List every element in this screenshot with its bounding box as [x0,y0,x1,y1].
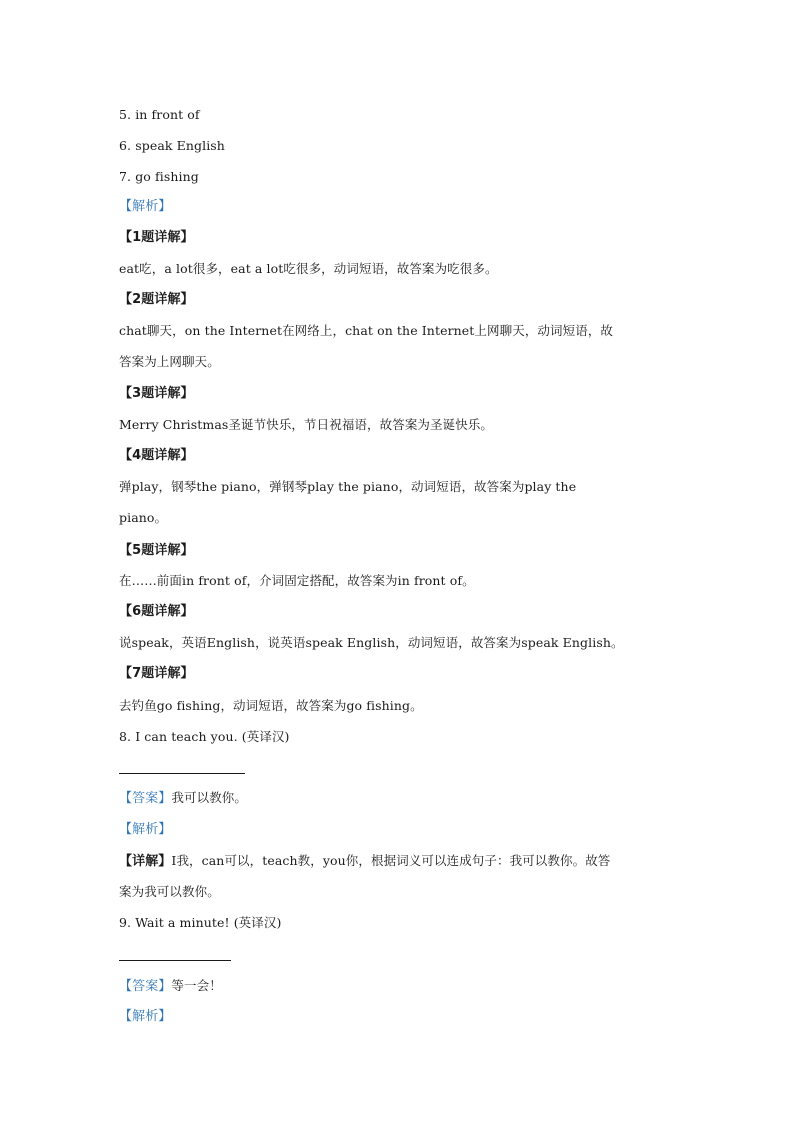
analysis-heading-8: 【解析】 [119,822,172,837]
detail-row-8-cont: 案为我可以教你。 [119,884,220,899]
detail-heading-5: 【5题详解】 [119,543,194,558]
analysis-heading-9: 【解析】 [119,1009,172,1024]
answer-row-9 [119,978,222,995]
detail-heading-6: 【6题详解】 [119,604,194,619]
detail-heading-3: 【3题详解】 [119,386,194,401]
detail-heading-1: 【1题详解】 [119,230,194,245]
detail-text-3: Merry Christmas圣诞节快乐，节日祝福语，故答案为圣诞快乐。 [119,417,494,432]
detail-tag: 【详解】 [119,854,172,869]
answer-tag: 【答案】 [119,979,172,994]
detail-heading-2: 【2题详解】 [119,292,194,307]
answer-row-8 [119,790,247,807]
question-8: 8. I can teach you. (英译汉) [119,729,290,744]
answer-text: 我可以教你。 [171,790,248,805]
detail-heading-4: 【4题详解】 [119,448,194,463]
detail-heading-7: 【7题详解】 [119,666,194,681]
detail-text-1: eat吃，a lot很多，eat a lot吃很多，动词短语，故答案为吃很多。 [119,261,498,276]
answer-tag: 【答案】 [119,791,172,806]
detail-text: I我，can可以，teach教，you你，根据词义可以连成句子：我可以教你。故答 [171,853,611,868]
answer-blank-9 [119,960,231,961]
detail-text-4-cont: piano。 [119,510,168,525]
detail-text-2-cont: 答案为上网聊天。 [119,354,220,369]
answer-text: 等一会！ [171,978,222,993]
answer-item-6: 6. speak English [119,138,225,153]
answer-item-7: 7. go fishing [119,169,199,184]
detail-text-6: 说speak，英语English，说英语speak English，动词短语，故答案为speak English。 [119,635,624,650]
detail-text-2: chat聊天，on the Internet在网络上，chat on the Internet上网聊天，动词短语，故 [119,323,614,338]
detail-row-8 [119,853,610,870]
answer-blank-8 [119,773,245,774]
answer-item-5: 5. in front of [119,107,200,122]
analysis-heading: 【解析】 [119,199,172,214]
detail-text-4: 弹play，钢琴the piano，弹钢琴play the piano，动词短语，故答案为play the [119,479,577,494]
detail-text-7: 去钓鱼go fishing，动词短语，故答案为go fishing。 [119,698,423,713]
question-9: 9. Wait a minute! (英译汉) [119,915,282,930]
detail-text-5: 在……前面in front of，介词固定搭配，故答案为in front of。 [119,573,475,588]
